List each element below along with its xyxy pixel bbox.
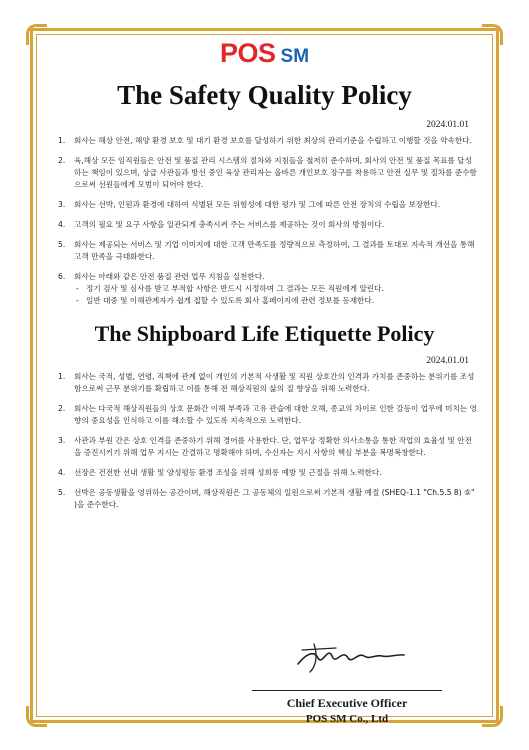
- etiquette-policy-title: The Shipboard Life Etiquette Policy: [94, 321, 435, 346]
- corner-ornament: [482, 24, 503, 45]
- list-item: 6. 회사는 아래와 같은 안전 품질 관련 업무 지침을 실천한다. - 정기 검사 및 심사를 받고 부적합 사항은 반드시 시정하며 그 결과는 모든 직원에게 알린다. - 일반 대중 및 이해관계자가 쉽게 접할 수 있도록 회사 홈페이지에 관련 정보를 등재한다.: [52, 271, 477, 307]
- list-item: 4. 선장은 건전한 선내 생활 및 양성평등 환경 조성을 위해 성희롱 예방 및 근절을 위해 노력한다.: [58, 468, 382, 477]
- sub-list-item: - 정기 검사 및 심사를 받고 부적합 사항은 반드시 시정하며 그 결과는 모든 직원에게 알린다.: [76, 284, 384, 293]
- corner-ornament: [26, 706, 47, 727]
- list-item: 4. 고객의 필요 및 요구 사항을 일관되게 충족시켜 주는 서비스를 제공하는 것이 회사의 방침이다.: [58, 220, 385, 229]
- list-item: 3. 사관과 부원 간은 상호 인격을 존중하기 위해 경어를 사용한다. 단, 업무상 정확한 의사소통을 통한 작업의 효율성 및 안전을 증진시키기 위해 업무 지시는 간결하고 명확해야 하며, 수신자는 지시 사항의 핵심 부분을 복명복창한다.: [58, 436, 472, 457]
- list-item: 2. 회사는 다국적 해상직원들의 상호 문화간 이해 부족과 고유 관습에 대한 오해, 종교의 차이로 인한 갈등이 업무에 미치는 영향의 중요성을 인식하고 이를 해소할 수 있도록 지속적으로 노력한다.: [58, 404, 477, 425]
- list-item: 2. 육,해상 모든 임직원들은 안전 및 품질 관리 시스템의 절차와 지침들을 철저히 준수하며, 회사의 안전 및 품질 목표를 달성하는 책임이 있으며, 상급 사관들과 방선 중인 육상 관리자는 올바른 개인보호 장구를 착용하고 안전 실무 및 절차를 준수함으로써 선원들에게 모범이 되어야 한다.: [58, 156, 477, 189]
- list-item: 5. 회사는 제공되는 서비스 및 기업 이미지에 대한 고객 만족도를 정량적으로 측정하여, 그 결과를 토대로 지속적 개선을 통해 고객 만족을 극대화한다.: [58, 240, 475, 261]
- safety-policy-title: The Safety Quality Policy: [117, 80, 412, 110]
- safety-policy-date: 2024.01.01: [426, 120, 469, 130]
- list-item: 5. 선박은 공동생활을 영위하는 공간이며, 해상직원은 그 공동체의 일원으로써 기본적 생활 예절 (SHEQ-1.1 "Ch.5.5 8) ⑤" )을 준수한다.: [58, 488, 475, 509]
- corner-ornament: [482, 706, 503, 727]
- company-name: POS SM Co., Ltd: [305, 713, 389, 725]
- etiquette-policy-list: [52, 371, 477, 511]
- document-content: [52, 38, 477, 725]
- corner-ornament: [26, 24, 47, 45]
- signature-image: [292, 636, 412, 676]
- company-logo: [52, 38, 477, 68]
- signature-line: [252, 690, 442, 691]
- logo-pos: POS: [219, 38, 276, 68]
- signer-title: Chief Executive Officer: [286, 696, 408, 710]
- safety-policy-list: [52, 135, 477, 307]
- logo-sm: SM: [280, 46, 310, 67]
- etiquette-policy-date: 2024.01.01: [426, 356, 469, 366]
- sub-list: [74, 283, 477, 307]
- sub-list-item: - 일반 대중 및 이해관계자가 쉽게 접할 수 있도록 회사 홈페이지에 관련 정보를 등재한다.: [76, 296, 375, 305]
- list-item: 3. 회사는 선박, 인원과 환경에 대하여 식별된 모든 위험성에 대한 평가 및 그에 따른 안전 장치의 수립을 보장한다.: [58, 200, 441, 209]
- list-item: 1. 회사는 국적, 성별, 연령, 직책에 관계 없이 개인의 기본적 사생활 및 직원 상호간의 인격과 가치를 존중하는 분위기를 조성함으로써 근무 분위기를 확립하고 이를 통해 전 해상직원의 삶의 질 향상을 위해 노력한다.: [58, 372, 475, 393]
- list-item: 1. 회사는 해상 안전, 해양 환경 보호 및 대기 환경 보호를 달성하기 위한 최상의 관리기준을 수립하고 이행할 것을 약속한다.: [58, 136, 472, 145]
